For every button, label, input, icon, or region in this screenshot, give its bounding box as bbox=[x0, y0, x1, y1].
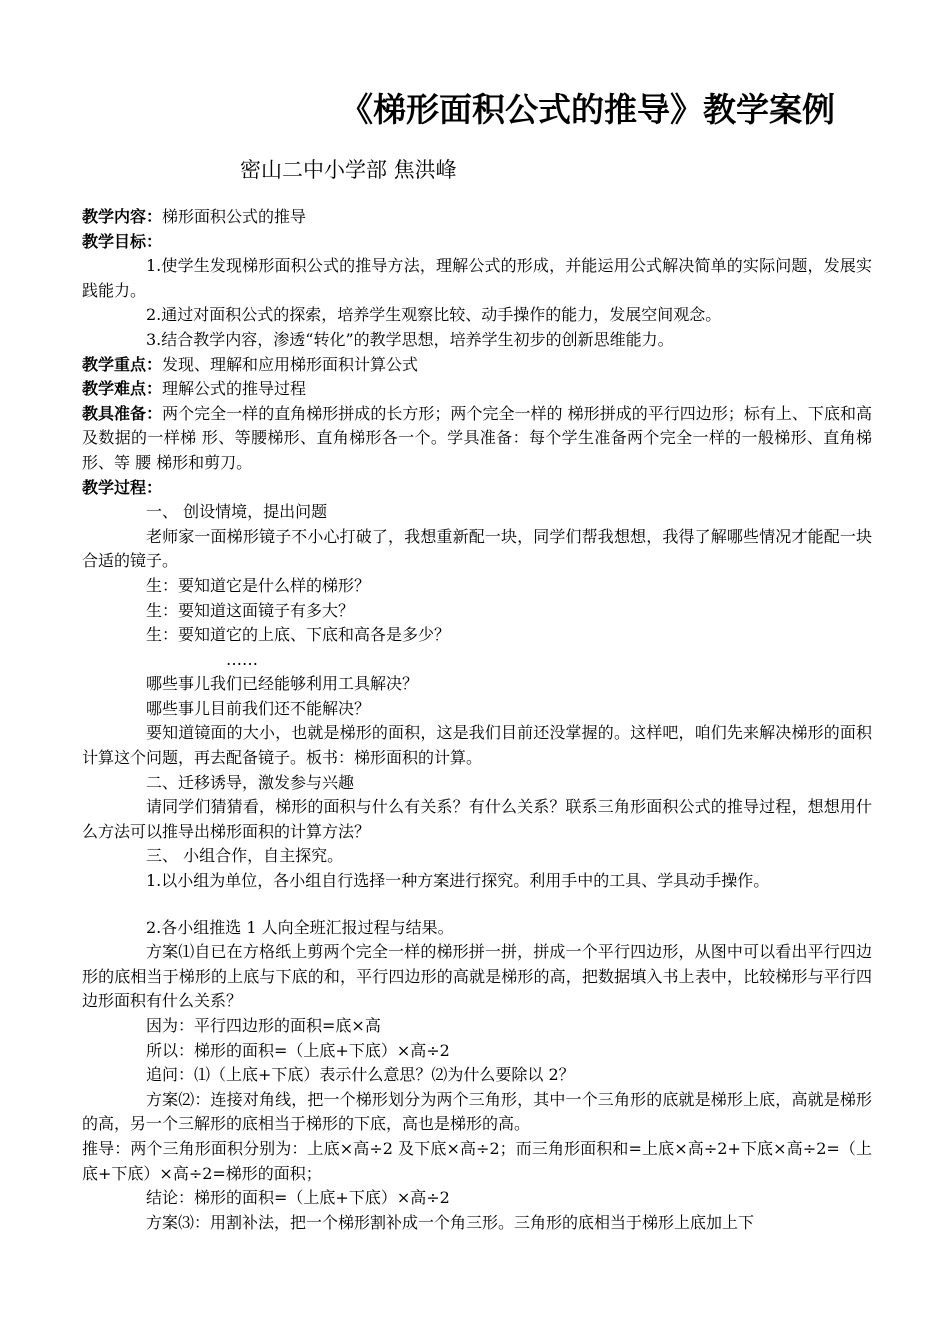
formula-line: 所以：梯形的面积=（上底+下底）×高÷2 bbox=[146, 1040, 450, 1060]
teaching-key-point bbox=[82, 353, 872, 378]
process-paragraph: 哪些事儿目前我们还不能解决？ bbox=[146, 698, 371, 718]
follow-up-question: 追问：⑴（上底+下底）表示什么意思？⑵为什么要除以 2？ bbox=[146, 1065, 575, 1085]
key-text: 发现、理解和应用梯形面积计算公式 bbox=[162, 354, 419, 374]
prep-text: 两个完全一样的直角梯形拼成的长方形；两个完全一样的 梯形拼成的平行四边形；标有上、下底和高及数据的一样梯 形、等腰梯形、直角梯形各一个。学具准备：每个学生准备两个完全一样的一般梯形、直角梯形、等 腰 梯形和剪刀。 bbox=[82, 403, 872, 472]
teaching-difficulty bbox=[82, 377, 872, 402]
teaching-goals-heading bbox=[82, 230, 872, 255]
content-label: 教学内容： bbox=[82, 207, 163, 226]
conclusion: 结论：梯形的面积=（上底+下底）×高÷2 bbox=[146, 1188, 450, 1208]
process-paragraph: 要知道镜面的大小，也就是梯形的面积，这是我们目前还没掌握的。这样吧，咱们先来解决梯形的面积计算这个问题，再去配备镜子。板书：梯形面积的计算。 bbox=[82, 723, 872, 768]
process-paragraph: 哪些事儿我们已经能够利用工具解决？ bbox=[146, 674, 419, 694]
goal-1: 1.使学生发现梯形面积公式的推导方法，理解公式的形成，并能运用公式解决简单的实际问题，发展实践能力。 bbox=[82, 256, 872, 300]
goal-2: 2.通过对面积公式的探索，培养学生观察比较、动手操作的能力，发展空间观念。 bbox=[146, 305, 722, 325]
formula-line: 因为：平行四边形的面积=底×高 bbox=[146, 1016, 381, 1035]
document-body bbox=[82, 205, 872, 1235]
content-text: 梯形面积公式的推导 bbox=[162, 207, 307, 226]
method-2: 方案⑵：连接对角线，把一个梯形划分为两个三角形，其中一个三角形的底就是梯形上底，高就是梯形的高，另一个三解形的底相当于梯形的下底，高也是梯形的高。 bbox=[82, 1089, 872, 1134]
spacer bbox=[82, 894, 872, 916]
student-answer: 生：要知道这面镜子有多大？ bbox=[146, 600, 355, 620]
prep-label: 教具准备： bbox=[82, 403, 163, 423]
author-line: 密山二中小学部 焦洪峰 bbox=[240, 158, 457, 182]
process-paragraph: 2.各小组推选 1 人向全班汇报过程与结果。 bbox=[146, 917, 454, 937]
teaching-process-heading bbox=[82, 476, 872, 501]
method-3: 方案⑶：用割补法，把一个梯形割补成一个角三形。三角形的底相当于梯形上底加上下 bbox=[146, 1212, 755, 1232]
teaching-content bbox=[82, 205, 872, 230]
document-title: 《梯形面积公式的推导》教学案例 bbox=[340, 90, 835, 129]
process-label: 教学过程： bbox=[82, 477, 163, 497]
derivation: 推导：两个三角形面积分别为：上底×高÷2 及下底×高÷2；而三角形面积和=上底×高÷2+下底×高÷2=（上底+下底）×高÷2=梯形的面积； bbox=[82, 1138, 872, 1183]
process-paragraph: 老师家一面梯形镜子不小心打破了，我想重新配一块，同学们帮我想想，我得了解哪些情况才能配一块合适的镜子。 bbox=[82, 526, 872, 571]
method-1: 方案⑴自已在方格纸上剪两个完全一样的梯形拼一拼，拼成一个平行四边形，从图中可以看出平行四边形的底相当于梯形的上底与下底的和，平行四边形的高就是梯形的高，把数据填入书上表中，比较梯形与平行四边形面积有什么关系？ bbox=[82, 942, 872, 1011]
teaching-preparation bbox=[82, 402, 872, 476]
process-step-2-heading: 二、迁移诱导，激发参与兴趣 bbox=[146, 772, 355, 792]
goals-label: 教学目标： bbox=[82, 231, 163, 251]
process-step-1-heading: 一、 创设情境，提出问题 bbox=[146, 502, 328, 522]
goal-3: 3.结合教学内容，渗透“转化”的教学思想，培养学生初步的创新思维能力。 bbox=[146, 329, 674, 349]
process-step-3-heading: 三、 小组合作，自主探究。 bbox=[146, 846, 344, 866]
student-answer: 生：要知道它是什么样的梯形？ bbox=[146, 575, 371, 595]
process-paragraph: 请同学们猜猜看，梯形的面积与什么有关系？有什么关系？联系三角形面积公式的推导过程，想想用什么方法可以推导出梯形面积的计算方法？ bbox=[82, 797, 872, 841]
difficulty-label: 教学难点： bbox=[82, 379, 163, 399]
key-label: 教学重点： bbox=[82, 354, 163, 374]
student-answer: 生：要知道它的上底、下底和高各是多少？ bbox=[146, 625, 451, 645]
ellipsis: …… bbox=[226, 649, 258, 669]
difficulty-text: 理解公式的推导过程 bbox=[162, 379, 307, 399]
process-paragraph: 1.以小组为单位，各小组自行选择一种方案进行探究。利用手中的工具、学具动手操作。 bbox=[146, 871, 770, 891]
